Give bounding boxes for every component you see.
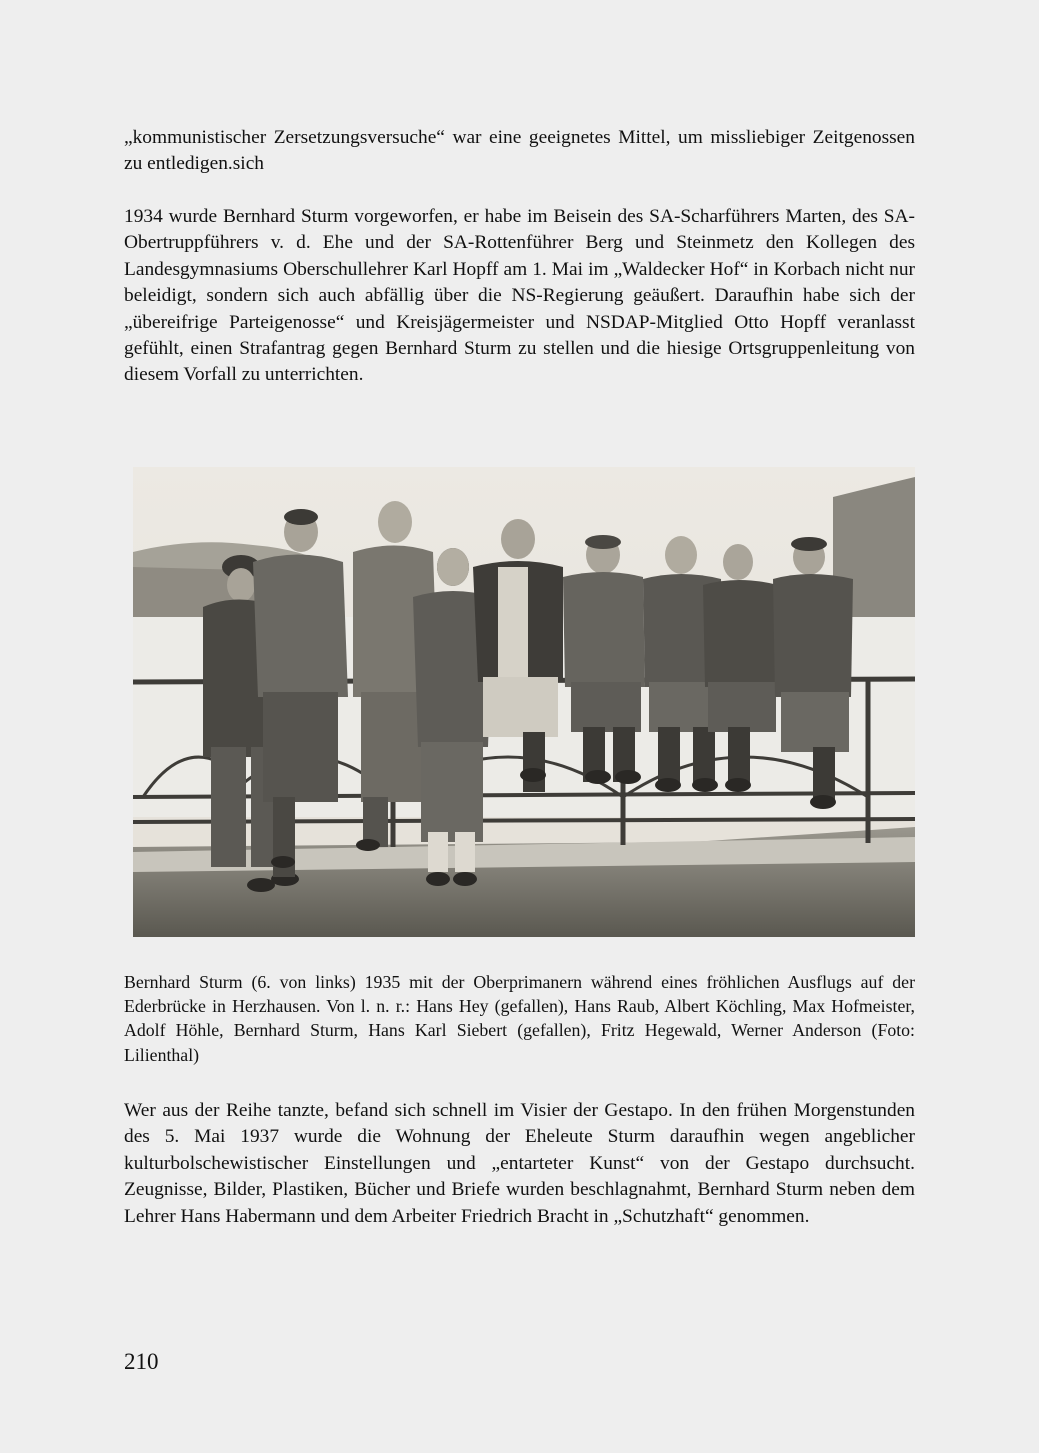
photo-caption: Bernhard Sturm (6. von links) 1935 mit der Oberprimanern während eines fröhlichen Ausflugs auf der Ederbrücke in Herzhausen. Von l. n. r.: Hans Hey (gefallen), Hans Raub, Albert Köchling, Max Hofmeister, Adolf Höhle, Bernhard Sturm, Hans Karl Siebert (gefallen), Fritz Hegewald, Werner Anderson (Foto: Lilienthal) [124,972,915,1065]
paragraph-1: „kommunistischer Zersetzungsversuche“ war eine geeignetes Mittel, um missliebiger Zeitgenossen zu entledigen.sich [124,127,915,175]
page-number: 210 [124,1349,159,1374]
paragraph-2: 1934 wurde Bernhard Sturm vorgeworfen, er habe im Beisein des SA-Scharführers Marten, des SA- Obertruppführers v. d. Ehe und der SA-Rottenführer Berg und Steinmetz den Kollegen des Landesgymnasiums Oberschullehrer Karl Hopff am 1. Mai im „Waldecker Hof“ in Korbach nicht nur beleidigt, sondern sich auch abfällig über die NS-Regierung geäußert. Daraufhin habe sich der „übereifrige Parteigenosse“ und Kreisjägermeister und NSDAP-Mitglied Otto Hopff veranlasst gefühlt, einen Strafantrag gegen Bernhard Sturm zu stellen und die hiesige Ortsgruppenleitung von diesem Vorfall zu unterrichten. [124,206,915,386]
photo-illustration [133,467,915,937]
paragraph-3: Wer aus der Reihe tanzte, befand sich schnell im Visier der Gestapo. In den frühen Morgenstunden des 5. Mai 1937 wurde die Wohnung der Eheleute Sturm daraufhin wegen angeblicher kulturbolschewistischer Einstellungen und „entarteter Kunst“ von der Gestapo durchsucht. Zeugnisse, Bilder, Plastiken, Bücher und Briefe wurden beschlagnahmt, Bernhard Sturm neben dem Lehrer Hans Habermann und dem Arbeiter Friedrich Bracht in „Schutzhaft“ genommen. [124,1100,915,1227]
group-photo [133,467,915,937]
